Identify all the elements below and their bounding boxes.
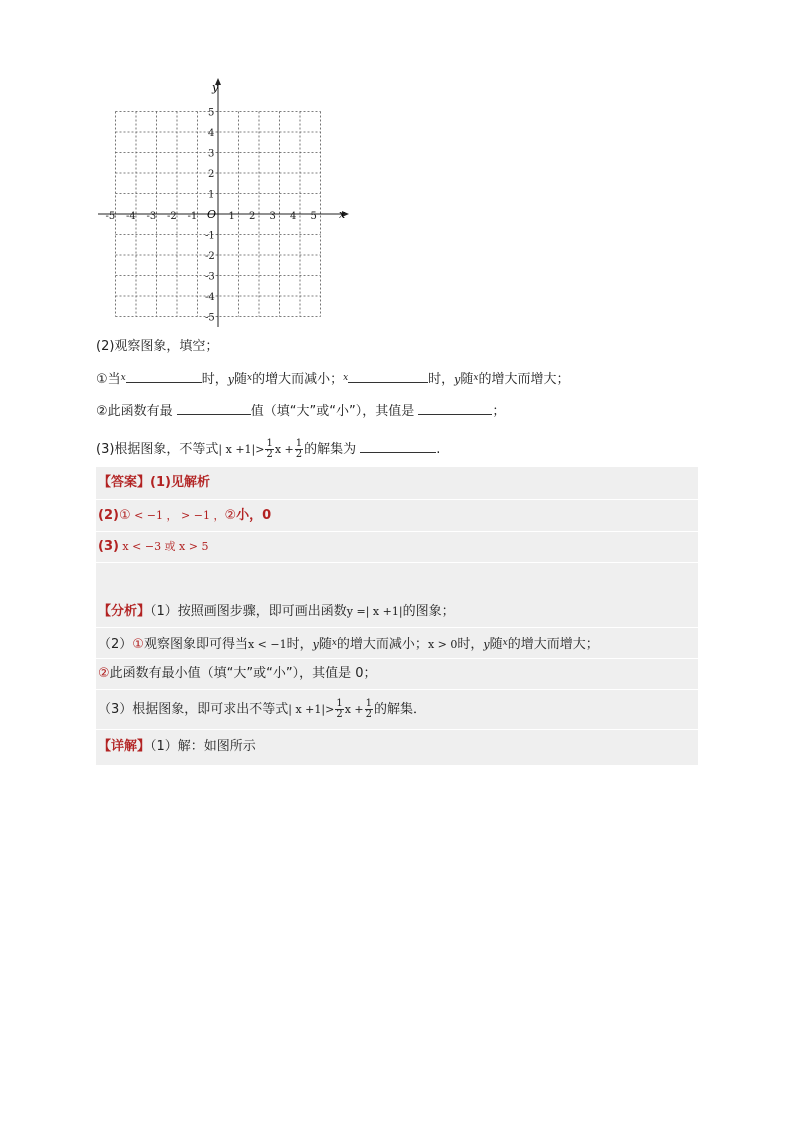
answer-line2-v1: < −1 ， [130, 509, 178, 522]
x-tick-label: 3 [269, 211, 276, 222]
question-part3 [96, 438, 440, 460]
item2-after: 值（填“大”或“小”），其值是 [250, 404, 415, 419]
y-tick-label: 3 [208, 148, 215, 160]
blank-1[interactable] [126, 368, 202, 383]
fraction-denominator: 2 [336, 709, 343, 720]
detail-tag: 【详解】 [98, 739, 151, 754]
answer-line3-prefix: (3) [98, 539, 119, 554]
analysis-p1-text: （1）按照画图步骤，即可画出函数 [150, 604, 347, 619]
answer-line2-prefix: (2) [98, 508, 119, 523]
divider [96, 562, 698, 563]
analysis-p2-x1: x [331, 638, 337, 648]
x-tick-label: -1 [187, 211, 198, 222]
fraction-denominator: 2 [365, 709, 372, 720]
x-tick-label: -4 [126, 211, 136, 222]
analysis-p4-end: 的解集． [374, 702, 427, 717]
answer-line1-text: (1)见解析 [150, 475, 210, 490]
analysis-p3-circle: ② [98, 666, 110, 681]
analysis-p1-math: y =| x +1| [346, 605, 403, 618]
item1-marker: ①当 [96, 372, 121, 387]
divider [96, 729, 698, 730]
divider [96, 531, 698, 532]
blank-2[interactable] [348, 368, 428, 383]
detail-line [98, 738, 256, 756]
detail-text: （1）解：如图所示 [150, 739, 256, 754]
item1-y2: y [454, 373, 461, 386]
part3-before: (3)根据图象，不等式 [96, 442, 219, 457]
answer-line2-circle2: ② [224, 508, 237, 523]
answer-line2-circle1: ① [118, 508, 131, 523]
analysis-p4-fraction-1 [335, 699, 343, 720]
analysis-p4-mid: x + [344, 703, 364, 716]
axes [98, 78, 349, 327]
x-tick-label: -3 [146, 211, 157, 222]
coordinate-grid-figure [95, 77, 355, 337]
analysis-p2-math1: x < −1 [247, 638, 287, 651]
part3-after: 的解集为 [304, 442, 357, 457]
item1-text1a: 随 [233, 372, 247, 387]
item1-y1: y [227, 373, 234, 386]
question-item-1 [96, 368, 570, 390]
x-tick-label: 2 [249, 211, 256, 222]
analysis-p2-y2: y [483, 638, 490, 651]
analysis-line-1 [98, 603, 455, 621]
divider [96, 658, 698, 659]
fraction-numerator: 1 [365, 698, 372, 709]
analysis-p3-text: 此函数有最小值（填“大”或“小”），其值是 0； [109, 666, 377, 681]
analysis-p2-text5: 时， [457, 637, 484, 652]
analysis-p2-math2: x > 0 [427, 638, 458, 651]
analysis-p1-end: 的图象； [402, 604, 455, 619]
fraction-denominator: 2 [266, 449, 273, 460]
analysis-p2-text7: 的增大而增大； [507, 637, 599, 652]
item2-before: ②此函数有最 [96, 404, 173, 419]
analysis-p4-math: | x +1|> [288, 703, 335, 716]
analysis-line-3 [98, 665, 377, 683]
answer-line-1 [98, 474, 210, 492]
fraction-numerator: 1 [336, 698, 343, 709]
y-tick-label: -2 [205, 251, 215, 262]
analysis-p2-y1: y [312, 638, 319, 651]
y-axis-label: y [212, 81, 219, 94]
item1-mid2: 时， [428, 372, 455, 387]
analysis-p2-text4: 的增大而减小； [336, 637, 428, 652]
analysis-p2-text3: 随 [318, 637, 332, 652]
analysis-p2-text6: 随 [489, 637, 503, 652]
part3-expr-left: | x +1|> [218, 443, 265, 456]
blank-4[interactable] [418, 400, 492, 415]
answer-line2-end: 小，0 [236, 508, 272, 523]
blank-3[interactable] [177, 400, 251, 415]
answer-line2-v2: > −1 ， [177, 509, 225, 522]
y-tick-label: -3 [205, 271, 215, 283]
fraction-numerator: 1 [266, 438, 273, 449]
item1-x1: x [246, 373, 253, 383]
x-tick-label: -2 [167, 211, 177, 222]
part2-prompt: (2)观察图象，填空； [96, 339, 219, 354]
y-tick-label: -4 [205, 292, 215, 303]
item1-text1b: 的增大而减小； [252, 372, 344, 387]
y-tick-label: 2 [208, 169, 215, 180]
y-tick-label: -1 [205, 230, 215, 242]
part3-fraction-1 [265, 439, 273, 460]
part3-fraction-2 [295, 439, 303, 460]
item1-text2a: 随 [460, 372, 474, 387]
analysis-line-2 [98, 634, 599, 654]
analysis-tag: 【分析】 [98, 604, 151, 619]
blank-5[interactable] [360, 438, 436, 453]
analysis-p4-text: （3）根据图象，即可求出不等式 [98, 702, 289, 717]
part3-expr-mid: x + [274, 443, 294, 456]
divider [96, 627, 698, 628]
item1-text2b: 的增大而增大； [478, 372, 570, 387]
divider [96, 689, 698, 690]
item2-end: ； [492, 404, 506, 419]
y-tick-label: 4 [208, 128, 215, 139]
analysis-p2-text2: 时， [286, 637, 313, 652]
answer-tag: 【答案】 [98, 475, 151, 490]
x-tick-label: -5 [105, 211, 116, 222]
divider [96, 499, 698, 500]
answer-line3-math: x < −3 或 x > 5 [118, 540, 209, 553]
x-tick-label: 4 [290, 211, 297, 222]
x-tick-label: 5 [310, 211, 317, 222]
analysis-p2-circle: ① [132, 637, 144, 652]
analysis-p4-fraction-2 [365, 699, 373, 720]
y-tick-label: 5 [208, 107, 215, 119]
analysis-p2-x2: x [502, 638, 508, 648]
analysis-p2-prefix: （2） [98, 637, 133, 652]
origin-label: O [207, 208, 217, 221]
y-tick-label: -5 [205, 312, 215, 324]
fraction-denominator: 2 [295, 449, 303, 460]
x-tick-label: 1 [228, 211, 235, 222]
answer-line-3 [98, 538, 208, 556]
part3-end: . [436, 442, 441, 457]
y-tick-label: 1 [208, 189, 215, 201]
item1-mid1: 时， [201, 372, 228, 387]
analysis-line-4 [98, 699, 426, 720]
item1-x2: x [473, 373, 479, 383]
item1-var2: x [343, 373, 349, 383]
question-item-2 [96, 400, 505, 422]
x-axis-label: x [339, 208, 346, 221]
answer-line-2 [98, 507, 271, 525]
answer-analysis-box [96, 467, 698, 765]
analysis-p2-text: 观察图象即可得当 [143, 637, 248, 652]
item1-var1: x [120, 373, 126, 383]
fraction-numerator: 1 [295, 438, 303, 449]
